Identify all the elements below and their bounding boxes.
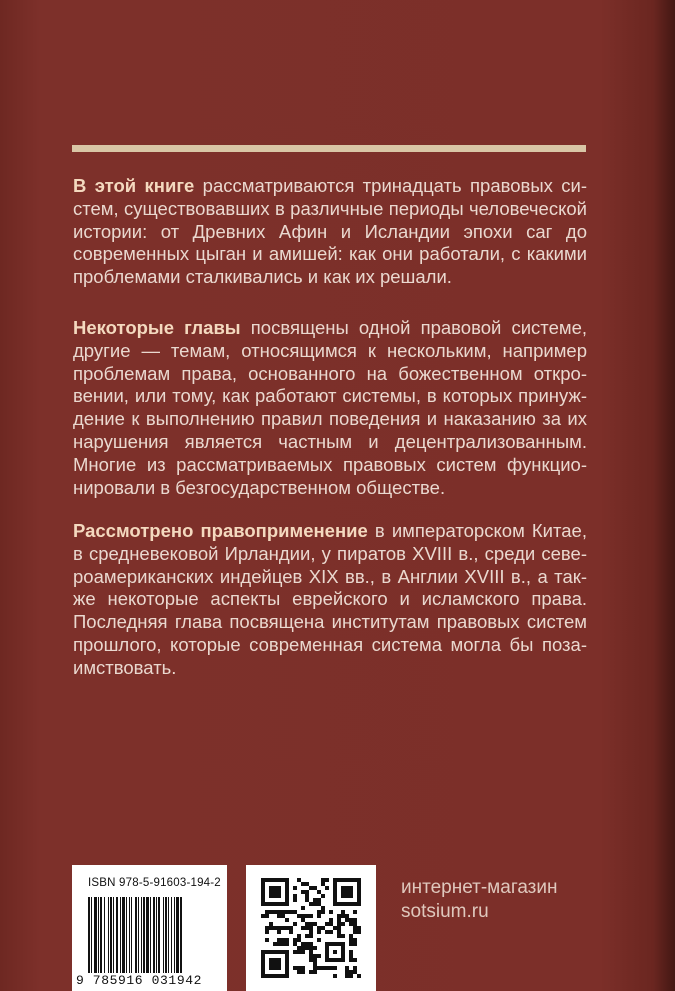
annotation-paragraph-2 [73, 317, 587, 499]
barcode-number: 9 785916 031942 [76, 973, 203, 988]
decorative-rule [72, 145, 586, 152]
shop-label: интернет-магазин [401, 877, 558, 898]
spine-shadow [653, 0, 675, 991]
qr-code-label [246, 865, 376, 991]
shop-info [401, 876, 558, 924]
shop-url: sotsium.ru [401, 901, 489, 922]
annotation-paragraph-1 [73, 175, 587, 289]
qr-code-icon [261, 878, 361, 978]
paragraph-body: рассматриваются тринадцать правовых систем, существовавших в различные периоды человеческой истории: от Древних Афин и Исландии эпохи саг до современных цыган и амишей: как они работали, с какими проблемами сталкивались и как их решали. [73, 175, 587, 288]
paragraph-body: посвящены одной правовой системе, другие — темам, относящимся к нескольким, например проблемам права, основанного на божественном откровении, или тому, как работают системы, в которых принуждение к выполнению правил поведения и наказанию за их нарушения является частным и децентрализованным. Многие из рассматриваемых правовых систем функционировали в безгосударственном обществе. [73, 317, 588, 498]
paragraph-lead: В этой книге [73, 175, 195, 196]
barcode-label [72, 865, 227, 991]
barcode-icon [86, 897, 218, 975]
isbn-text: ISBN 978-5-91603-194-2 [88, 877, 221, 889]
paragraph-lead: Рассмотрено правоприменение [73, 520, 368, 541]
paragraph-lead: Некоторые главы [73, 317, 241, 338]
annotation-paragraph-3 [73, 520, 587, 680]
paragraph-body: в императорском Китае, в средневековой Ирландии, у пиратов XVIII в., среди североамериканских индейцев XIX вв., в Англии XVIII в., а также некоторые аспекты еврейского и исламского права. Последняя глава посвящена институтам правовых систем прошлого, которые современная система могла бы позаимствовать. [73, 520, 587, 678]
